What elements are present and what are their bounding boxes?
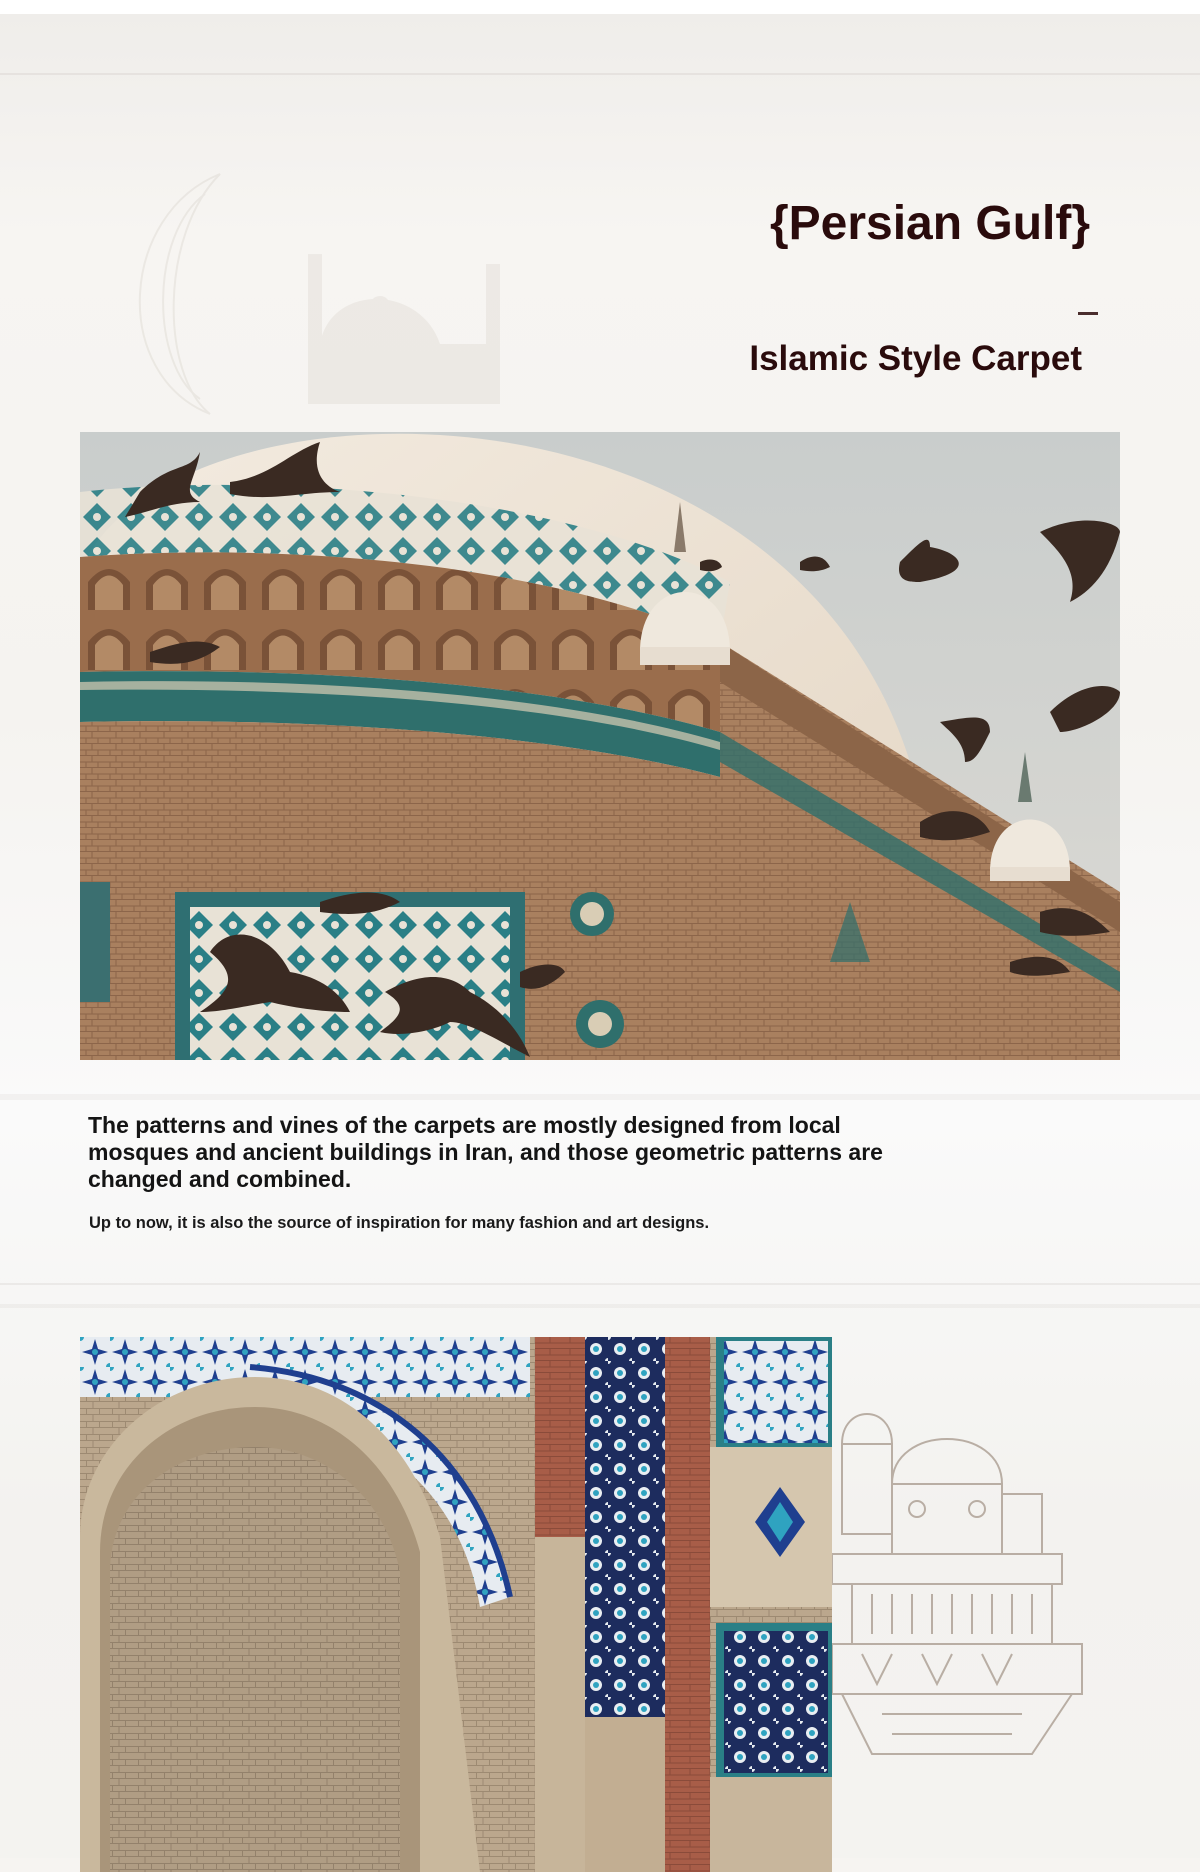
body-lead-text: The patterns and vines of the carpets are mostly designed from local mosques and ancient buildings in Iran, and those geometric patterns are changed and combined. bbox=[88, 1112, 883, 1192]
top-strip bbox=[0, 0, 1200, 14]
tiled-arch-photo bbox=[80, 1337, 832, 1872]
page-title: {Persian Gulf} bbox=[769, 197, 1091, 250]
mosque-dome-photo bbox=[80, 432, 1120, 1060]
page bbox=[0, 14, 1200, 1858]
building-sketch-illustration bbox=[832, 1384, 1102, 1804]
page-subtitle: Islamic Style Carpet bbox=[749, 339, 1082, 378]
body-note-text: Up to now, it is also the source of inspiration for many fashion and art designs. bbox=[89, 1214, 710, 1232]
title-divider bbox=[1078, 312, 1098, 315]
